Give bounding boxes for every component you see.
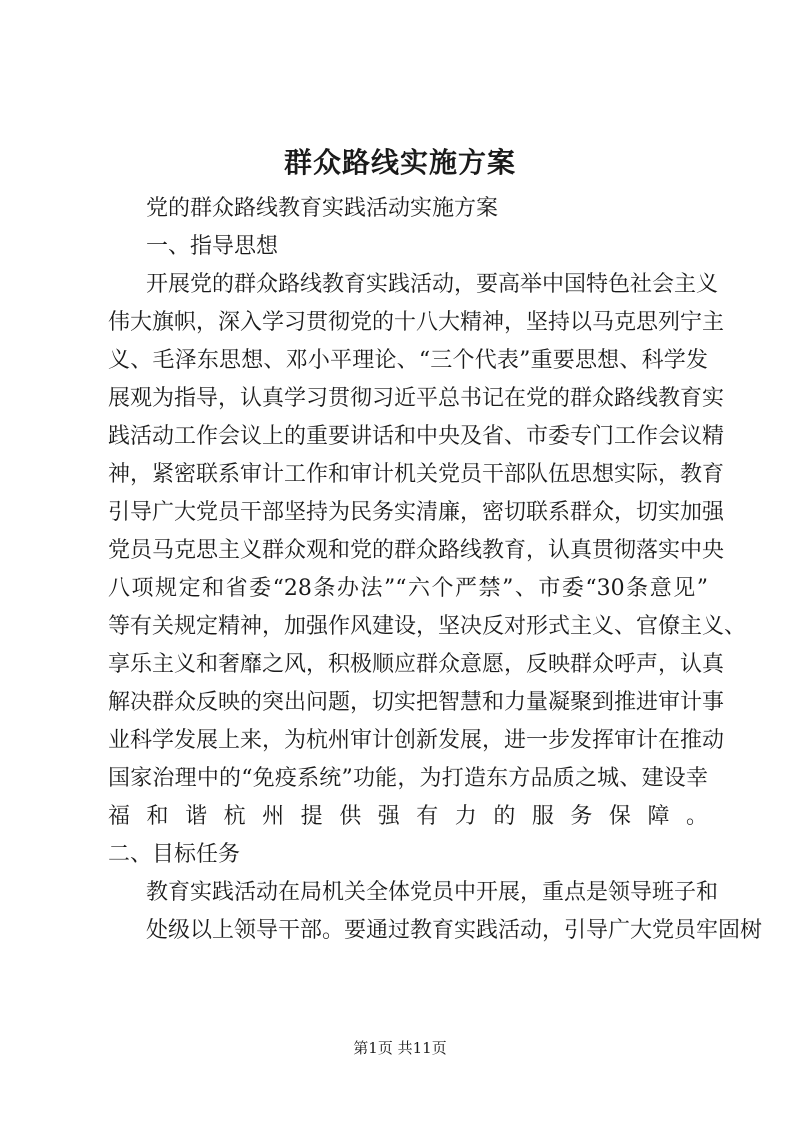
paragraph-line: 业科学发展上来，为杭州审计创新发展，进一步发挥审计在推动 bbox=[108, 728, 725, 753]
paragraph-line: 国家治理中的“免疫系统”功能，为打造东方品质之城、建设幸 bbox=[108, 766, 708, 791]
paragraph-line: 等有关规定精神，加强作风建设，坚决反对形式主义、官僚主义、 bbox=[108, 614, 747, 639]
paragraph-line: 解决群众反映的突出问题，切实把智慧和力量凝聚到推进审计事 bbox=[108, 690, 725, 715]
paragraph-line: 福和谐杭州提供强有力的服务保障。 bbox=[108, 804, 708, 829]
paragraph-line: 处级以上领导干部。要通过教育实践活动，引导广大党员牢固树 bbox=[146, 918, 763, 943]
section-heading-guiding-ideology: 一、指导思想 bbox=[146, 234, 279, 259]
paragraph-line: 伟大旗帜，深入学习贯彻党的十八大精神，坚持以马克思列宁主 bbox=[108, 310, 725, 335]
paragraph-line: 开展党的群众路线教育实践活动，要高举中国特色社会主义 bbox=[146, 272, 719, 297]
paragraph-line: 党员马克思主义群众观和党的群众路线教育，认真贯彻落实中央 bbox=[108, 538, 725, 563]
paragraph-line: 八项规定和省委“28条办法”“六个严禁”、市委“30条意见” bbox=[108, 576, 708, 601]
paragraph-line: 引导广大党员干部坚持为民务实清廉，密切联系群众，切实加强 bbox=[108, 500, 725, 525]
section-heading-goals: 教育实践活动在局机关全体党员中开展，重点是领导班子和 bbox=[146, 880, 719, 905]
paragraph-line: 神，紧密联系审计工作和审计机关党员干部队伍思想实际，教育 bbox=[108, 462, 725, 487]
page-footer: 第1页 共11页 bbox=[353, 1039, 447, 1057]
document-title: 群众路线实施方案 bbox=[283, 146, 516, 179]
subtitle-line: 党的群众路线教育实践活动实施方案 bbox=[146, 196, 499, 221]
paragraph-line: 践活动工作会议上的重要讲话和中央及省、市委专门工作会议精 bbox=[108, 424, 725, 449]
paragraph-line: 义、毛泽东思想、邓小平理论、“三个代表”重要思想、科学发 bbox=[108, 348, 708, 373]
paragraph-line: 展观为指导，认真学习贯彻习近平总书记在党的群众路线教育实 bbox=[108, 386, 725, 411]
paragraph-line: 享乐主义和奢靡之风，积极顺应群众意愿，反映群众呼声，认真 bbox=[108, 652, 725, 677]
paragraph-line-last: 二、目标任务 bbox=[108, 842, 241, 867]
